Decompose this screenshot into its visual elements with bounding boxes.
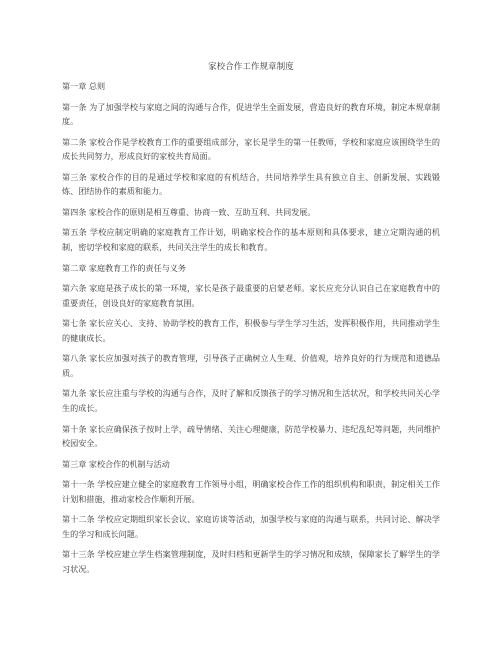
article-paragraph: 第十二条 学校应定期组织家长会议、家庭访谈等活动，加强学校与家庭的沟通与联系，共同讨论、解决学生的学习和成长问题。 — [62, 514, 440, 539]
chapter-heading: 第三章 家校合作的机制与活动 — [62, 458, 170, 469]
article-paragraph: 第六条 家庭是孩子成长的第一环境，家长是孩子最重要的启蒙老师。家长应充分认识自己在家庭教育中的重要责任，创设良好的家庭教育氛围。 — [62, 283, 440, 308]
article-paragraph: 第八条 家长应加强对孩子的教育管理，引导孩子正确树立人生观、价值观，培养良好的行为规范和道德品质。 — [62, 353, 440, 378]
document-title: 家校合作工作规章制度 — [208, 61, 294, 71]
chapter-heading: 第一章 总则 — [62, 81, 106, 91]
article-paragraph: 第十三条 学校应建立学生档案管理制度，及时归档和更新学生的学习情况和成绩，保障家长了解学生的学习状况。 — [62, 549, 440, 574]
article-paragraph: 第一条 为了加强学校与家庭之间的沟通与合作，促进学生全面发展，营造良好的教育环境，制定本规章制度。 — [62, 101, 440, 127]
article-paragraph: 第九条 家长应注重与学校的沟通与合作，及时了解和反馈孩子的学习情况和生活状况，和学校共同关心学生的成长。 — [62, 388, 440, 413]
article-paragraph: 第十一条 学校应建立健全的家庭教育工作领导小组，明确家校合作工作的组织机构和职责，制定相关工作计划和措施，推动家校合作顺利开展。 — [62, 479, 440, 504]
article-paragraph: 第四条 家校合作的原则是相互尊重、协商一致、互助互利、共同发展。 — [62, 206, 316, 217]
article-paragraph: 第十条 家长应确保孩子按时上学，疏导情绪、关注心理健康，防范学校暴力、违纪乱纪等问题，共同维护校园安全。 — [62, 423, 440, 449]
article-paragraph: 第二条 家校合作是学校教育工作的重要组成部分，家长是学生的第一任教师，学校和家庭应该围绕学生的成长共同努力，形成良好的家校共育局面。 — [62, 136, 440, 162]
article-paragraph: 第三条 家校合作的目的是通过学校和家庭的有机结合，共同培养学生具有独立自主、创新发展、实践锻炼、团结协作的素质和能力。 — [62, 171, 440, 197]
article-paragraph: 第七条 家长应关心、支持、协助学校的教育工作，积极参与学生学习生活，发挥积极作用，共同推动学生的健康成长。 — [62, 318, 440, 343]
document-body — [62, 79, 440, 583]
article-paragraph: 第五条 学校应制定明确的家庭教育工作计划，明确家校合作的基本原则和具体要求，建立定期沟通的机制，密切学校和家庭的联系，共同关注学生的成长和教育。 — [62, 227, 440, 252]
chapter-heading: 第二章 家庭教育工作的责任与义务 — [62, 262, 186, 273]
